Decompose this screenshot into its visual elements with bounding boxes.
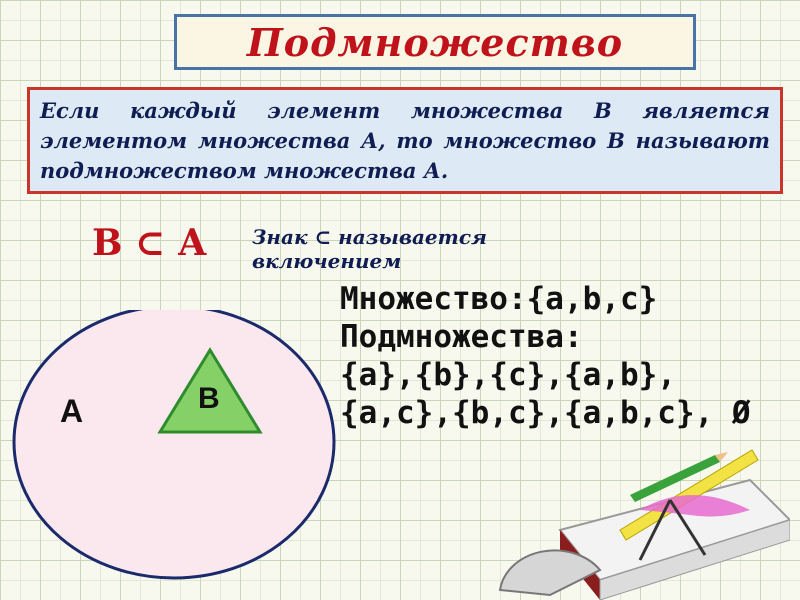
set-b-label: B (198, 382, 220, 415)
subsets-line-1: {a},{b},{c},{a,b}, (340, 357, 676, 393)
subsets-header: Подмножества: (340, 319, 583, 355)
title-box (174, 14, 696, 70)
subset-relation: В ⊂ А (92, 222, 207, 264)
set-a-label: A (60, 393, 84, 429)
set-a-ellipse (14, 310, 334, 578)
definition-text: Если каждый элемент множества В является элементом множества А, то множество В называют подмножеством множества А. (40, 98, 770, 183)
protractor-grey-icon (500, 550, 600, 595)
venn-diagram (0, 310, 340, 600)
subsets-example (340, 280, 790, 432)
definition-box (27, 87, 783, 194)
book-illustration (490, 440, 790, 600)
set-line: Множество:{a,b,c} (340, 281, 658, 317)
subsets-line-2: {a,c},{b,c},{a,b,c}, Ø (340, 395, 751, 431)
slide-title: Подмножество (246, 19, 624, 65)
inclusion-sign-note: Знак ⊂ называется включением (252, 225, 487, 273)
